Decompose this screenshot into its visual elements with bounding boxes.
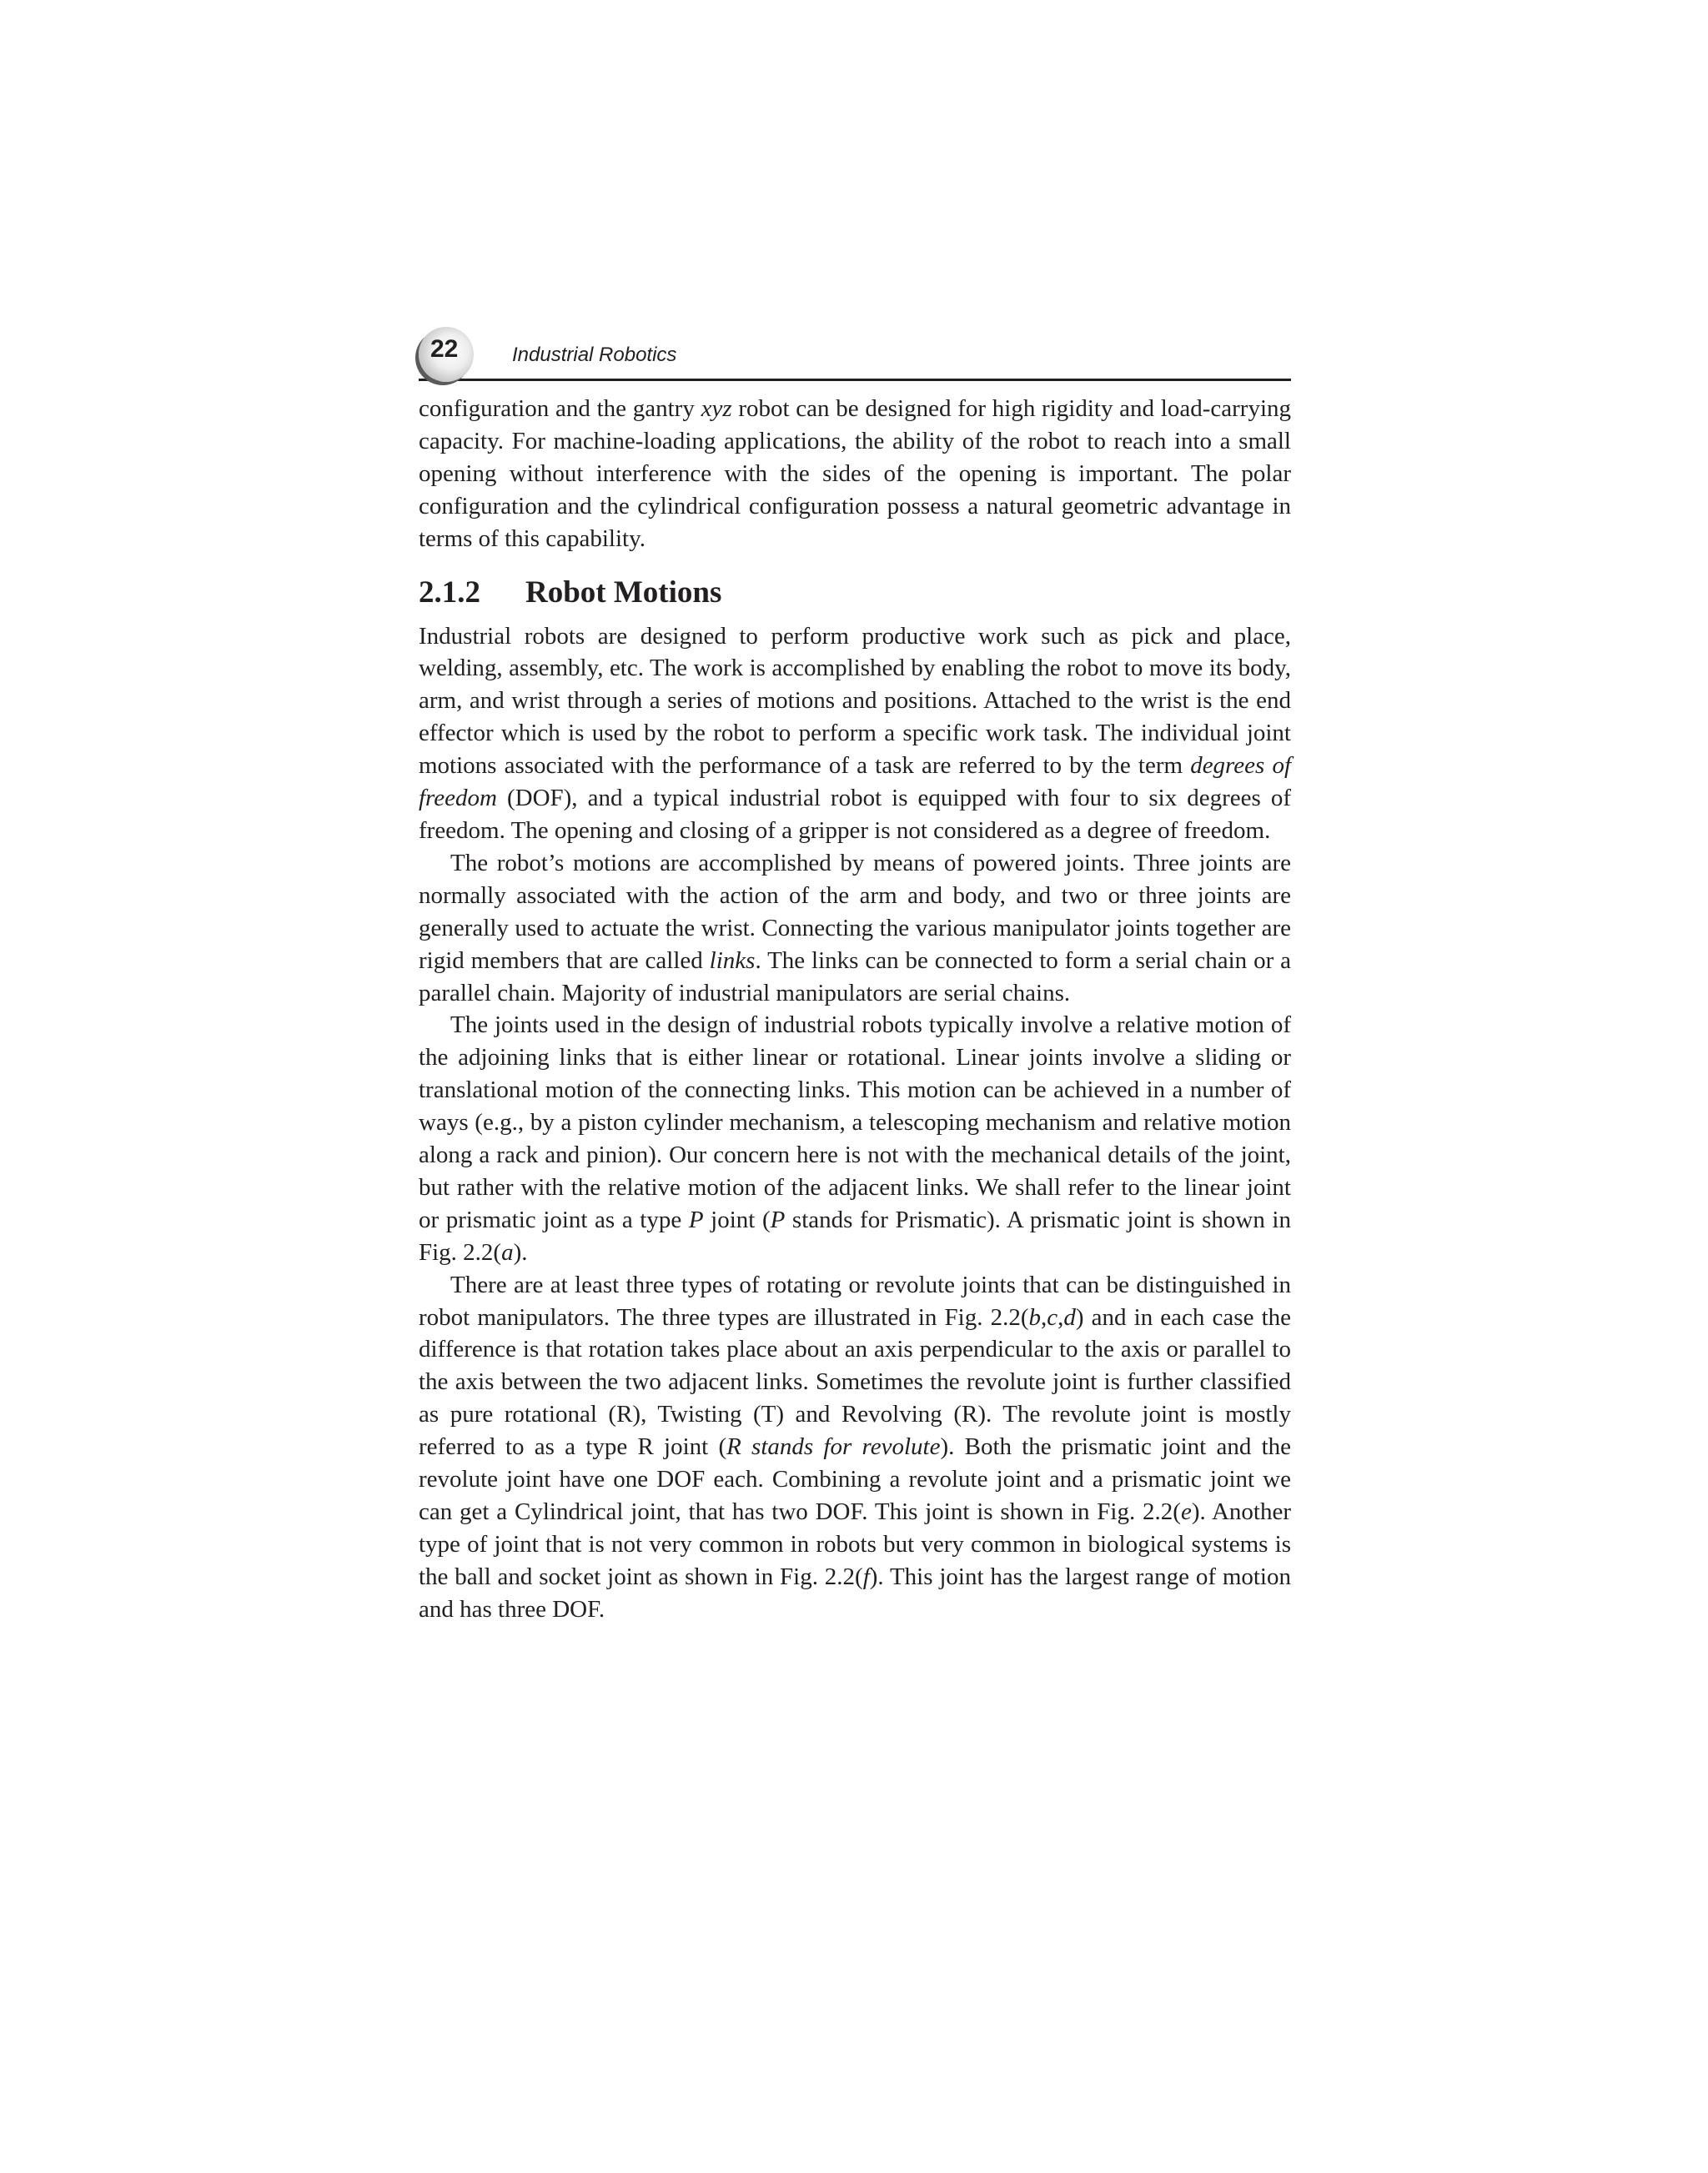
text-run: ). Both the prismatic joint and the revolute joint have one DOF each. Combining a revolute joint and a prismatic joint we can get a Cylindrical joint, that has two DOF. This joint is shown in Fig. 2.2( bbox=[419, 1433, 1292, 1525]
italic-run: links bbox=[709, 946, 756, 974]
running-header bbox=[419, 327, 1291, 381]
paragraph-powered-joints bbox=[419, 847, 1291, 1010]
italic-run: xyz bbox=[701, 395, 732, 422]
italic-run: P bbox=[770, 1206, 786, 1233]
text-run: , bbox=[1057, 1303, 1064, 1331]
book-page bbox=[419, 327, 1291, 1626]
text-run: stands for Prismatic). A prismatic joint is shown in Fig. 2.2( bbox=[419, 1206, 1291, 1266]
text-run: ). bbox=[513, 1238, 528, 1266]
italic-run: c bbox=[1047, 1303, 1058, 1331]
italic-run: P bbox=[688, 1206, 704, 1233]
text-run: ). Another type of joint that is not very common in robots but very common in biological systems is the ball and socket joint as shown in Fig. 2.2( bbox=[419, 1498, 1291, 1590]
paragraph-revolute-joints bbox=[419, 1269, 1291, 1626]
section-title: Robot Motions bbox=[525, 575, 722, 610]
text-run: (DOF), and a typical industrial robot is equipped with four to six degrees of freedom. The opening and closing of a gripper is not considered as a degree of freedom. bbox=[419, 785, 1291, 844]
page-number: 22 bbox=[430, 335, 459, 363]
text-run: ) and in each case the difference is that rotation takes place about an axis perpendicular to the axis or parallel to the axis between the two adjacent links. Sometimes the revolute joint is further classified as pure rotational (R), Twisting (T) and Revolving (R). The revolute joint is mostly referred to as a type R joint ( bbox=[419, 1303, 1291, 1461]
text-run: . The links can be connected to form a serial chain or a parallel chain. Majority of industrial manipulators are serial chains. bbox=[419, 946, 1291, 1006]
italic-run: a bbox=[501, 1238, 514, 1266]
text-run: The joints used in the design of industrial robots typically involve a relative motion of the adjoining links that is either linear or rotational. Linear joints involve a sliding or translational motion of the connecting links. This motion can be achieved in a number of ways (e.g., by a piston cylinder mechanism, a telescoping mechanism and relative motion along a rack and pinion). Our concern here is not with the mechanical details of the joint, but rather with the relative motion of the adjacent links. We shall refer to the linear joint or prismatic joint as a type bbox=[419, 1011, 1291, 1233]
italic-run: e bbox=[1180, 1498, 1192, 1525]
italic-run: degrees of freedom bbox=[419, 752, 1291, 812]
text-run: configuration and the gantry bbox=[419, 395, 701, 422]
paragraph-robot-motions bbox=[419, 620, 1291, 847]
text-run: There are at least three types of rotating or revolute joints that can be distinguished in robot manipulators. The three types are illustrated in Fig. 2.2( bbox=[419, 1271, 1291, 1331]
text-run: The robot’s motions are accomplished by means of powered joints. Three joints are normally associated with the action of the arm and body, and two or three joints are generally used to actuate the wrist. Connecting the various manipulator joints together are rigid members that are called bbox=[419, 849, 1291, 974]
text-run: Industrial robots are designed to perform productive work such as pick and place, welding, assembly, etc. The work is accomplished by enabling the robot to move its body, arm, and wrist through a series of motions and positions. Attached to the wrist is the end effector which is used by the robot to perform a specific work task. The individual joint motions associated with the performance of a task are referred to by the term bbox=[419, 622, 1291, 780]
section-number: 2.1.2 bbox=[419, 575, 480, 610]
paragraph-continued bbox=[419, 393, 1291, 555]
italic-run: f bbox=[862, 1563, 870, 1590]
body-text bbox=[419, 393, 1291, 1626]
running-title: Industrial Robotics bbox=[512, 344, 677, 366]
italic-run: R stands for revolute bbox=[726, 1433, 941, 1461]
paragraph-linear-joints bbox=[419, 1009, 1291, 1268]
italic-run: b bbox=[1028, 1303, 1041, 1331]
italic-run: d bbox=[1063, 1303, 1076, 1331]
text-run: , bbox=[1040, 1303, 1047, 1331]
text-run: robot can be designed for high rigidity and load-carrying capacity. For machine-loading applications, the ability of the robot to reach into a small opening without interference with the sides of the opening is important. The polar configuration and the cylindrical configuration possess a natural geometric advantage in terms of this capability. bbox=[419, 395, 1291, 552]
text-run: ). This joint has the largest range of motion and has three DOF. bbox=[419, 1563, 1291, 1623]
text-run: joint ( bbox=[703, 1206, 771, 1233]
section-heading bbox=[419, 574, 1291, 612]
